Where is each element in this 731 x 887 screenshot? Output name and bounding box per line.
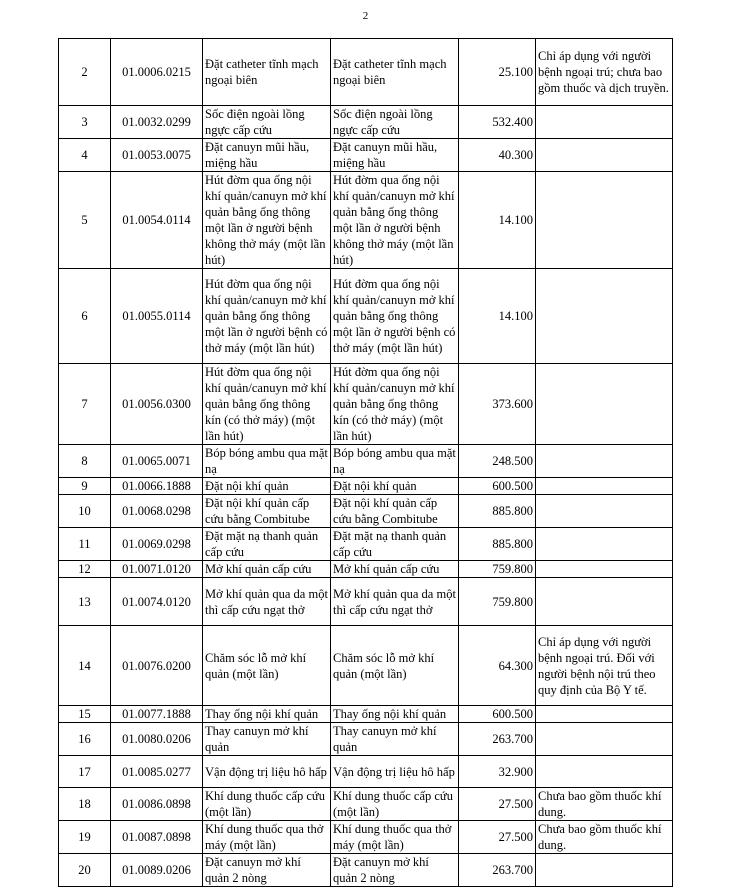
price-cell: 759.800	[459, 578, 536, 626]
row-number-cell: 17	[59, 756, 111, 788]
table-row	[59, 788, 673, 821]
service-name-cell: Mở khí quản cấp cứu	[203, 561, 331, 578]
row-number-cell: 12	[59, 561, 111, 578]
service-code-cell: 01.0076.0200	[111, 626, 203, 706]
table-row	[59, 723, 673, 756]
note-cell	[536, 578, 673, 626]
note-cell	[536, 445, 673, 478]
service-name-alt-cell: Đặt canuyn mũi hầu, miệng hầu	[331, 139, 459, 172]
service-name-cell: Chăm sóc lỗ mở khí quản (một lần)	[203, 626, 331, 706]
service-name-alt-cell: Hút đờm qua ống nội khí quản/canuyn mở khí quản bằng ống thông kín (có thở máy) (một lần hút)	[331, 364, 459, 445]
row-number-cell: 3	[59, 106, 111, 139]
table-row	[59, 495, 673, 528]
price-cell: 263.700	[459, 854, 536, 887]
service-name-cell: Bóp bóng ambu qua mặt nạ	[203, 445, 331, 478]
note-cell	[536, 364, 673, 445]
price-cell: 248.500	[459, 445, 536, 478]
service-code-cell: 01.0085.0277	[111, 756, 203, 788]
service-code-cell: 01.0054.0114	[111, 172, 203, 269]
service-name-cell: Thay canuyn mở khí quản	[203, 723, 331, 756]
price-cell: 885.800	[459, 495, 536, 528]
service-fee-table	[58, 38, 673, 887]
price-cell: 27.500	[459, 821, 536, 854]
service-code-cell: 01.0074.0120	[111, 578, 203, 626]
note-cell	[536, 756, 673, 788]
table-row	[59, 106, 673, 139]
table-row	[59, 854, 673, 887]
price-cell: 25.100	[459, 39, 536, 106]
row-number-cell: 14	[59, 626, 111, 706]
row-number-cell: 16	[59, 723, 111, 756]
service-code-cell: 01.0077.1888	[111, 706, 203, 723]
service-name-cell: Thay ống nội khí quản	[203, 706, 331, 723]
table-row	[59, 445, 673, 478]
price-cell: 600.500	[459, 478, 536, 495]
price-cell: 32.900	[459, 756, 536, 788]
price-cell: 373.600	[459, 364, 536, 445]
table-row	[59, 364, 673, 445]
note-cell	[536, 561, 673, 578]
note-cell	[536, 139, 673, 172]
row-number-cell: 13	[59, 578, 111, 626]
note-cell: Chưa bao gồm thuốc khí dung.	[536, 788, 673, 821]
table-row	[59, 821, 673, 854]
price-cell: 532.400	[459, 106, 536, 139]
note-cell	[536, 528, 673, 561]
service-name-alt-cell: Khí dung thuốc cấp cứu (một lần)	[331, 788, 459, 821]
service-name-cell: Đặt nội khí quản cấp cứu bằng Combitube	[203, 495, 331, 528]
service-code-cell: 01.0068.0298	[111, 495, 203, 528]
service-name-alt-cell: Sốc điện ngoài lồng ngực cấp cứu	[331, 106, 459, 139]
row-number-cell: 7	[59, 364, 111, 445]
row-number-cell: 11	[59, 528, 111, 561]
service-name-alt-cell: Đặt canuyn mở khí quản 2 nòng	[331, 854, 459, 887]
service-name-alt-cell: Hút đờm qua ống nội khí quản/canuyn mở khí quản bằng ống thông một lần ở người bệnh không thở máy (một lần hút)	[331, 172, 459, 269]
row-number-cell: 4	[59, 139, 111, 172]
note-cell	[536, 854, 673, 887]
service-code-cell: 01.0053.0075	[111, 139, 203, 172]
service-name-cell: Đặt catheter tĩnh mạch ngoại biên	[203, 39, 331, 106]
service-name-cell: Hút đờm qua ống nội khí quản/canuyn mở khí quản bằng ống thông một lần ở người bệnh không thở máy (một lần hút)	[203, 172, 331, 269]
row-number-cell: 2	[59, 39, 111, 106]
price-cell: 885.800	[459, 528, 536, 561]
row-number-cell: 18	[59, 788, 111, 821]
price-cell: 14.100	[459, 269, 536, 364]
service-name-alt-cell: Hút đờm qua ống nội khí quản/canuyn mở khí quản bằng ống thông một lần ở người bệnh có thở máy (một lần hút)	[331, 269, 459, 364]
service-name-alt-cell: Đặt nội khí quản cấp cứu bằng Combitube	[331, 495, 459, 528]
row-number-cell: 6	[59, 269, 111, 364]
table-row	[59, 528, 673, 561]
note-cell: Chỉ áp dụng với người bệnh ngoại trú; chưa bao gồm thuốc và dịch truyền.	[536, 39, 673, 106]
service-code-cell: 01.0080.0206	[111, 723, 203, 756]
page-number: 2	[362, 10, 369, 22]
service-code-cell: 01.0066.1888	[111, 478, 203, 495]
table-row	[59, 172, 673, 269]
row-number-cell: 5	[59, 172, 111, 269]
service-code-cell: 01.0069.0298	[111, 528, 203, 561]
service-name-alt-cell: Đặt nội khí quản	[331, 478, 459, 495]
service-name-cell: Hút đờm qua ống nội khí quản/canuyn mở khí quản bằng ống thông một lần ở người bệnh có thở máy (một lần hút)	[203, 269, 331, 364]
note-cell	[536, 495, 673, 528]
table-row	[59, 626, 673, 706]
price-cell: 759.800	[459, 561, 536, 578]
note-cell	[536, 106, 673, 139]
service-name-alt-cell: Thay ống nội khí quản	[331, 706, 459, 723]
service-name-alt-cell: Đặt catheter tĩnh mạch ngoại biên	[331, 39, 459, 106]
service-name-cell: Sốc điện ngoài lồng ngực cấp cứu	[203, 106, 331, 139]
service-name-cell: Khí dung thuốc cấp cứu (một lần)	[203, 788, 331, 821]
note-cell	[536, 706, 673, 723]
service-name-alt-cell: Mở khí quản cấp cứu	[331, 561, 459, 578]
service-name-alt-cell: Đặt mặt nạ thanh quản cấp cứu	[331, 528, 459, 561]
table-row	[59, 578, 673, 626]
service-code-cell: 01.0055.0114	[111, 269, 203, 364]
table-row	[59, 478, 673, 495]
service-name-cell: Đặt mặt nạ thanh quản cấp cứu	[203, 528, 331, 561]
service-name-cell: Hút đờm qua ống nội khí quản/canuyn mở khí quản bằng ống thông kín (có thở máy) (một lần hút)	[203, 364, 331, 445]
price-cell: 27.500	[459, 788, 536, 821]
table-body	[59, 39, 673, 887]
price-cell: 14.100	[459, 172, 536, 269]
table-row	[59, 39, 673, 106]
row-number-cell: 8	[59, 445, 111, 478]
price-cell: 64.300	[459, 626, 536, 706]
row-number-cell: 9	[59, 478, 111, 495]
table-row	[59, 561, 673, 578]
row-number-cell: 20	[59, 854, 111, 887]
note-cell	[536, 478, 673, 495]
service-name-alt-cell: Chăm sóc lỗ mở khí quản (một lần)	[331, 626, 459, 706]
table-row	[59, 269, 673, 364]
service-name-cell: Đặt canuyn mở khí quản 2 nòng	[203, 854, 331, 887]
note-cell: Chỉ áp dụng với người bệnh ngoại trú. Đối với người bệnh nội trú theo quy định của Bộ Y tế.	[536, 626, 673, 706]
service-code-cell: 01.0006.0215	[111, 39, 203, 106]
service-code-cell: 01.0089.0206	[111, 854, 203, 887]
service-name-cell: Đặt canuyn mũi hầu, miệng hầu	[203, 139, 331, 172]
note-cell	[536, 172, 673, 269]
service-name-cell: Vận động trị liệu hô hấp	[203, 756, 331, 788]
service-name-alt-cell: Khí dung thuốc qua thở máy (một lần)	[331, 821, 459, 854]
service-code-cell: 01.0032.0299	[111, 106, 203, 139]
note-cell	[536, 269, 673, 364]
price-cell: 40.300	[459, 139, 536, 172]
price-cell: 600.500	[459, 706, 536, 723]
table-row	[59, 139, 673, 172]
service-code-cell: 01.0065.0071	[111, 445, 203, 478]
service-code-cell: 01.0071.0120	[111, 561, 203, 578]
service-name-alt-cell: Vận động trị liệu hô hấp	[331, 756, 459, 788]
service-name-cell: Khí dung thuốc qua thở máy (một lần)	[203, 821, 331, 854]
row-number-cell: 10	[59, 495, 111, 528]
service-name-alt-cell: Thay canuyn mở khí quản	[331, 723, 459, 756]
note-cell: Chưa bao gồm thuốc khí dung.	[536, 821, 673, 854]
price-cell: 263.700	[459, 723, 536, 756]
service-name-alt-cell: Mở khí quản qua da một thì cấp cứu ngạt thở	[331, 578, 459, 626]
table-row	[59, 756, 673, 788]
row-number-cell: 15	[59, 706, 111, 723]
row-number-cell: 19	[59, 821, 111, 854]
service-name-alt-cell: Bóp bóng ambu qua mặt nạ	[331, 445, 459, 478]
note-cell	[536, 723, 673, 756]
service-name-cell: Đặt nội khí quản	[203, 478, 331, 495]
service-code-cell: 01.0086.0898	[111, 788, 203, 821]
service-name-cell: Mở khí quản qua da một thì cấp cứu ngạt thở	[203, 578, 331, 626]
service-code-cell: 01.0056.0300	[111, 364, 203, 445]
table-row	[59, 706, 673, 723]
service-code-cell: 01.0087.0898	[111, 821, 203, 854]
